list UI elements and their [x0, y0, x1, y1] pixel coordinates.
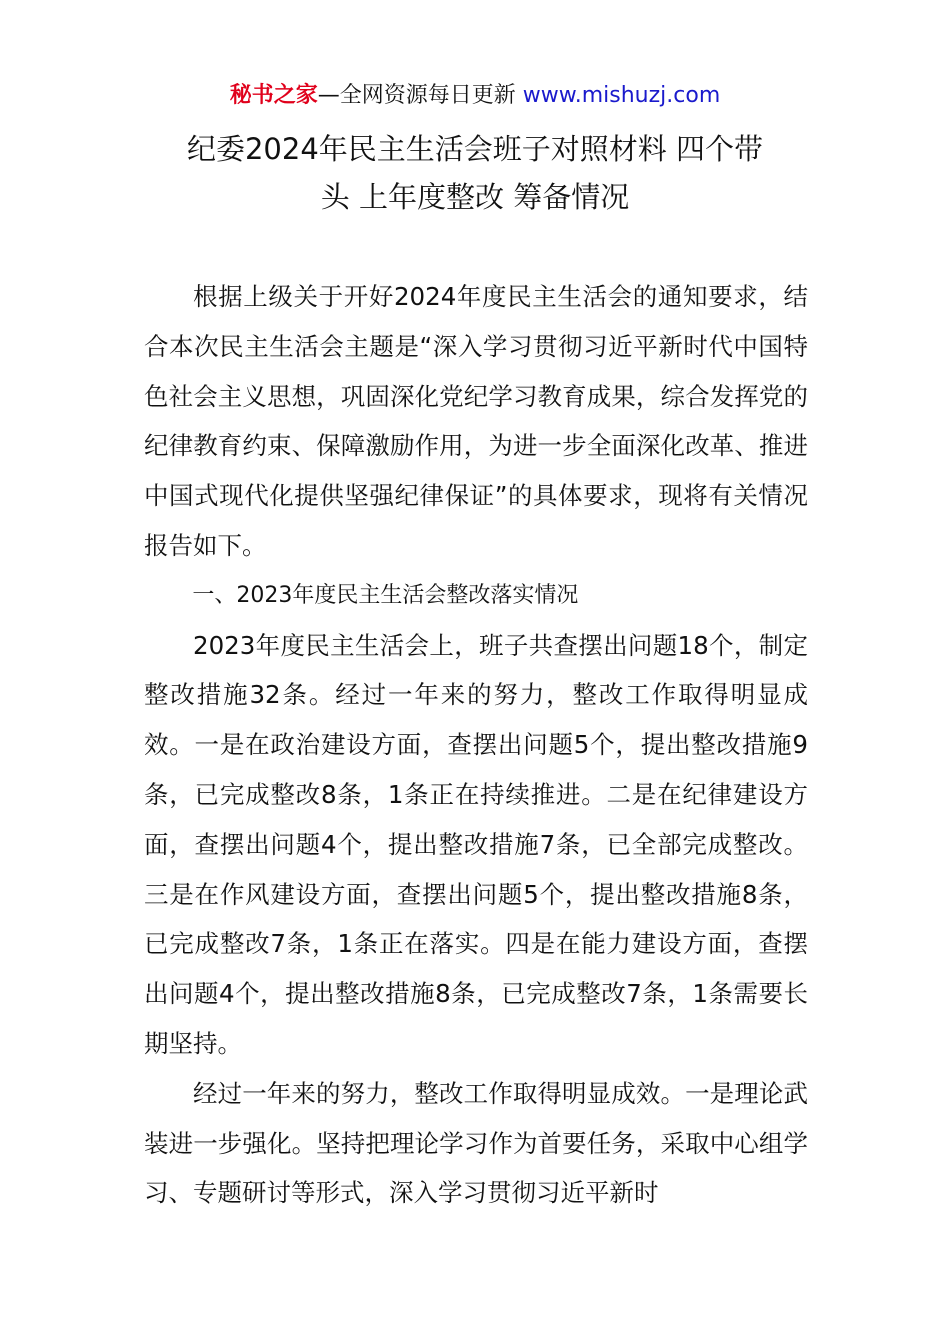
site-banner [0, 80, 950, 112]
section-paragraph-2: 经过一年来的努力，整改工作取得明显成效。一是理论武装进一步强化。坚持把理论学习作为首要任务，采取中心组学习、专题研讨等形式，深入学习贯彻习近平新时 [144, 1078, 808, 1208]
brand-name: 秘书之家 [229, 83, 318, 108]
banner-tagline: —全网资源每日更新 [317, 83, 523, 108]
section-heading: 一、2023年度民主生活会整改落实情况 [192, 582, 579, 608]
site-link[interactable]: www.mishuzj.com [522, 83, 721, 108]
section-paragraph-1: 2023年度民主生活会上，班子共查摆出问题18个，制定整改措施32条。经过一年来的努力，整改工作取得明显成效。一是在政治建设方面，查摆出问题5个，提出整改措施9条，已完成整改8条，1条正在持续推进。二是在纪律建设方面，查摆出问题4个，提出整改措施7条，已全部完成整改。三是在作风建设方面，查摆出问题5个，提出整改措施8条，已完成整改7条，1条正在落实。四是在能力建设方面，查摆出问题4个，提出整改措施8条，已完成整改7条，1条需要长期坚持。 [144, 630, 808, 1058]
intro-paragraph: 根据上级关于开好2024年度民主生活会的通知要求，结合本次民主生活会主题是“深入学习贯彻习近平新时代中国特色社会主义思想，巩固深化党纪学习教育成果，综合发挥党的纪律教育约束、保障激励作用，为进一步全面深化改革、推进中国式现代化提供坚强纪律保证”的具体要求，现将有关情况报告如下。 [144, 282, 808, 560]
title-line-1: 纪委2024年民主生活会班子对照材料 四个带 [186, 132, 764, 166]
document-body [144, 272, 808, 1218]
title-line-2: 头 上年度整改 筹备情况 [320, 180, 630, 214]
document-title [140, 125, 810, 221]
